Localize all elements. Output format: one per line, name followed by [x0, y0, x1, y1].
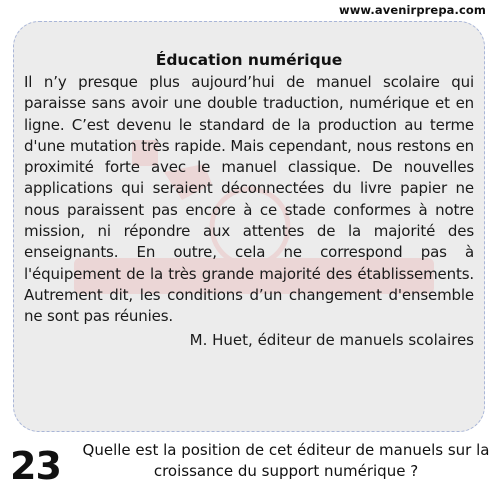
question-number: 23	[10, 444, 61, 488]
question-text: Quelle est la position de cet éditeur de manuels sur la croissance du support numérique ?	[82, 441, 490, 480]
document-body: Il n’y presque plus aujourd’hui de manuel scolaire qui paraisse sans avoir une double traduction, numérique et en ligne. C’est devenu le standard de la production au terme d'une mutation très rapide. Mais cependant, nous restons en proximité forte avec le manuel classique. De nouvelles applications qui seraient déconnectées du livre papier ne nous paraissent pas encore à ce stade conformes à notre mission, ni répondre aux attentes de la majorité des enseignants. En outre, cela ne correspond pas à l'équipement de la très grande majorité des établissements. Autrement dit, les conditions d’un changement d'ensemble ne sont pas réunies.	[24, 73, 474, 326]
site-url[interactable]: www.avenirprepa.com	[338, 3, 486, 17]
document-title: Éducation numérique	[155, 51, 343, 69]
document-source: M. Huet, éditeur de manuels scolaires	[189, 330, 474, 349]
document-card	[13, 21, 485, 432]
